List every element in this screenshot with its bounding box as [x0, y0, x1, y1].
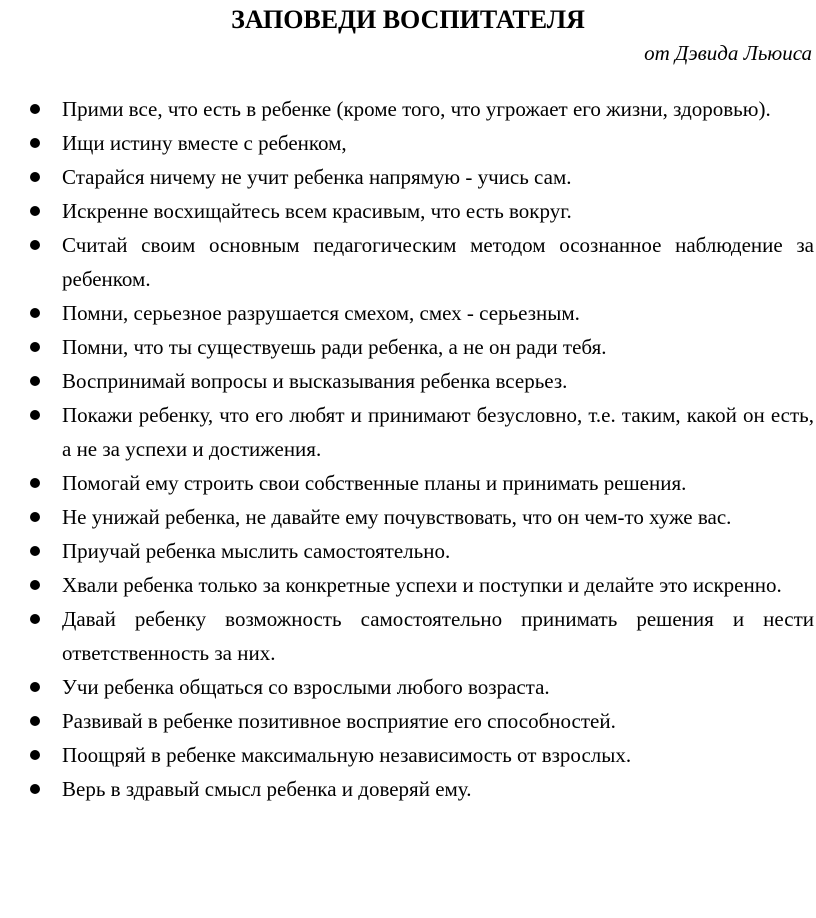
bullet-icon — [30, 478, 40, 488]
list-item-text: Прими все, что есть в ребенке (кроме того, что угрожает его жизни, здоровью). — [62, 97, 771, 121]
list-item — [0, 500, 816, 534]
list-item — [0, 92, 816, 126]
list-item-text: Ищи истину вместе с ребенком, — [62, 131, 347, 155]
list-item — [0, 398, 816, 466]
list-item-text: Считай своим основным педагогическим методом осознанное наблюдение за ребенком. — [62, 233, 814, 291]
bullet-icon — [30, 240, 40, 250]
list-item-text: Помни, что ты существуешь ради ребенка, а не он ради тебя. — [62, 335, 607, 359]
list-item — [0, 602, 816, 670]
list-item-text: Не унижай ребенка, не давайте ему почувствовать, что он чем-то хуже вас. — [62, 505, 732, 529]
list-item — [0, 330, 816, 364]
list-item — [0, 194, 816, 228]
commandments-list — [0, 92, 816, 806]
bullet-icon — [30, 546, 40, 556]
list-item — [0, 466, 816, 500]
bullet-icon — [30, 750, 40, 760]
list-item — [0, 738, 816, 772]
bullet-icon — [30, 172, 40, 182]
list-item-text: Приучай ребенка мыслить самостоятельно. — [62, 539, 451, 563]
bullet-icon — [30, 342, 40, 352]
list-item-text: Верь в здравый смысл ребенка и доверяй ему. — [62, 777, 472, 801]
list-item — [0, 228, 816, 296]
list-item — [0, 772, 816, 806]
list-item-text: Воспринимай вопросы и высказывания ребенка всерьез. — [62, 369, 568, 393]
bullet-icon — [30, 716, 40, 726]
bullet-icon — [30, 512, 40, 522]
list-item-text: Помогай ему строить свои собственные планы и принимать решения. — [62, 471, 687, 495]
bullet-icon — [30, 614, 40, 624]
list-item-text: Поощряй в ребенке максимальную независимость от взрослых. — [62, 743, 632, 767]
list-item — [0, 670, 816, 704]
bullet-icon — [30, 206, 40, 216]
list-item — [0, 364, 816, 398]
list-item-text: Давай ребенку возможность самостоятельно принимать решения и нести ответственность за них. — [62, 607, 814, 665]
list-item-text: Старайся ничему не учит ребенка напрямую - учись сам. — [62, 165, 572, 189]
bullet-icon — [30, 784, 40, 794]
bullet-icon — [30, 410, 40, 420]
bullet-icon — [30, 580, 40, 590]
bullet-icon — [30, 682, 40, 692]
list-item — [0, 568, 816, 602]
bullet-icon — [30, 104, 40, 114]
document-author: от Дэвида Льюиса — [644, 41, 812, 65]
bullet-icon — [30, 376, 40, 386]
list-item — [0, 534, 816, 568]
document-title: ЗАПОВЕДИ ВОСПИТАТЕЛЯ — [231, 5, 585, 34]
bullet-icon — [30, 138, 40, 148]
list-item — [0, 126, 816, 160]
list-item — [0, 704, 816, 738]
list-item-text: Покажи ребенку, что его любят и принимают безусловно, т.е. таким, какой он есть, а не за успехи и достижения. — [62, 403, 814, 461]
bullet-icon — [30, 308, 40, 318]
list-item-text: Искренне восхищайтесь всем красивым, что есть вокруг. — [62, 199, 572, 223]
list-item-text: Помни, серьезное разрушается смехом, смех - серьезным. — [62, 301, 580, 325]
list-item — [0, 296, 816, 330]
list-item-text: Хвали ребенка только за конкретные успехи и поступки и делайте это искренно. — [62, 573, 782, 597]
list-item-text: Развивай в ребенке позитивное восприятие его способностей. — [62, 709, 616, 733]
list-item — [0, 160, 816, 194]
list-item-text: Учи ребенка общаться со взрослыми любого возраста. — [62, 675, 550, 699]
